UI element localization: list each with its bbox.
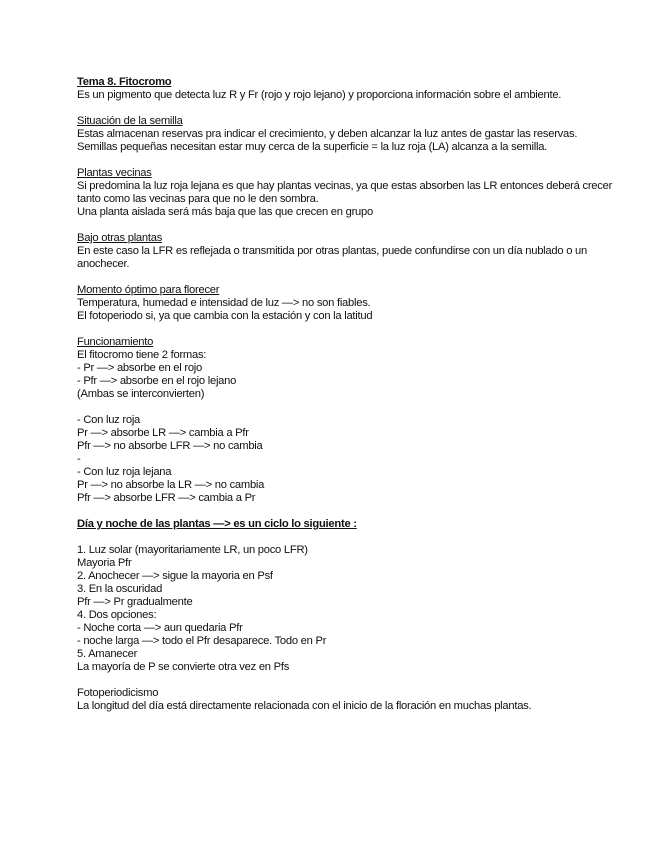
cycle-line: - Noche corta —> aun quedaria Pfr — [77, 622, 243, 634]
cycle-line: La mayoría de P se convierte otra vez en Pfs — [77, 661, 290, 673]
cycle-title: Día y noche de las plantas —> es un ciclo lo siguiente : — [77, 518, 357, 530]
section-line: - Pr —> absorbe en el rojo — [77, 362, 203, 374]
conversion-line: Pfr —> absorbe LFR —> cambia a Pr — [77, 492, 256, 504]
cycle-line: Mayoria Pfr — [77, 557, 132, 569]
cycle-line: - noche larga —> todo el Pfr desaparece. Todo en Pr — [77, 635, 327, 647]
intro-paragraph: Es un pigmento que detecta luz R y Fr (rojo y rojo lejano) y proporciona información sobre el ambiente. — [77, 89, 562, 101]
final-text: La longitud del día está directamente relacionada con el inicio de la floración en muchas plantas. — [77, 700, 532, 712]
section-heading: Bajo otras plantas — [77, 232, 163, 244]
section-line: Estas almacenan reservas pra indicar el crecimiento, y deben alcanzar la luz antes de gastar las reservas. — [77, 128, 578, 140]
section-line: - Pfr —> absorbe en el rojo lejano — [77, 375, 237, 387]
cycle-line: 3. En la oscuridad — [77, 583, 163, 595]
cycle-line: Pfr —> Pr gradualmente — [77, 596, 193, 608]
final-heading: Fotoperiodicismo — [77, 687, 159, 699]
conversion-line: - Con luz roja lejana — [77, 466, 172, 478]
section-heading: Funcionamiento — [77, 336, 154, 348]
section-line: En este caso la LFR es reflejada o transmitida por otras plantas, puede confundirse con un día nublado o un anochecer. — [77, 245, 587, 270]
cycle-line: 1. Luz solar (mayoritariamente LR, un poco LFR) — [77, 544, 308, 556]
cycle-line: 2. Anochecer —> sigue la mayoria en Psf — [77, 570, 273, 582]
section-line: Una planta aislada será más baja que las que crecen en grupo — [77, 206, 373, 218]
section-line: (Ambas se interconvierten) — [77, 388, 205, 400]
conversion-line: - Con luz roja — [77, 414, 141, 426]
section-heading: Plantas vecinas — [77, 167, 152, 179]
conversion-line: Pr —> absorbe LR —> cambia a Pfr — [77, 427, 249, 439]
conversion-line: Pfr —> no absorbe LFR —> no cambia — [77, 440, 263, 452]
conversion-line: - — [77, 453, 81, 465]
cycle-line: 5. Amanecer — [77, 648, 138, 660]
section-heading: Situación de la semilla — [77, 115, 183, 127]
section-heading: Momento óptimo para florecer — [77, 284, 220, 296]
section-line: El fitocromo tiene 2 formas: — [77, 349, 207, 361]
section-line: Temperatura, humedad e intensidad de luz —> no son fiables. — [77, 297, 371, 309]
cycle-line: 4. Dos opciones: — [77, 609, 157, 621]
section-line: Semillas pequeñas necesitan estar muy cerca de la superficie = la luz roja (LA) alcanza a la semilla. — [77, 141, 548, 153]
section-line: El fotoperiodo si, ya que cambia con la estación y con la latitud — [77, 310, 373, 322]
conversion-line: Pr —> no absorbe la LR —> no cambia — [77, 479, 265, 491]
page-title: Tema 8. Fitocromo — [77, 76, 172, 88]
section-line: Si predomina la luz roja lejana es que hay plantas vecinas, ya que estas absorben las LR entonces deberá crecer tanto como las vecinas para que no le den sombra. — [77, 180, 613, 205]
